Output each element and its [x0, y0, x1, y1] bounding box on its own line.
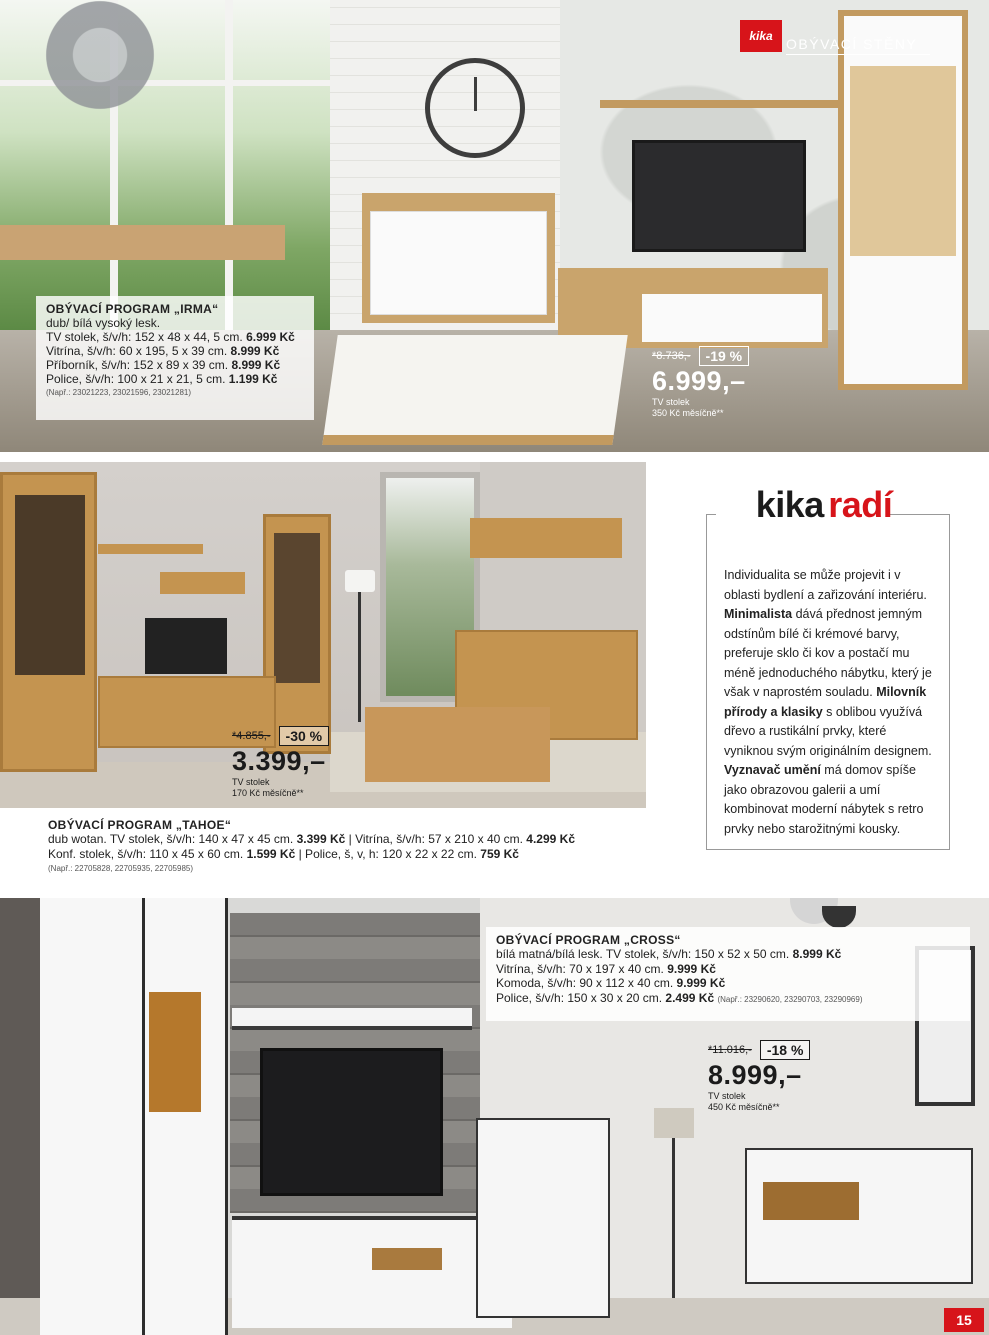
tahoe-price-tag [232, 726, 362, 799]
monthly-price: 450 Kč měsíčně** [708, 1102, 780, 1112]
cross-line: bílá matná/bílá lesk. TV stolek, š/v/h: 150 x 52 x 50 cm. 8.999 Kč [496, 947, 842, 961]
floor-lamp-pole [672, 1138, 675, 1298]
irma-price-tag [652, 346, 782, 419]
discount-badge: -19 % [699, 346, 750, 366]
television [260, 1048, 443, 1196]
old-price: *8.736,- [652, 350, 691, 362]
tahoe-photo [0, 462, 646, 808]
title-underline [786, 54, 930, 55]
cross-title: OBÝVACÍ PROGRAM „CROSS“ [496, 933, 681, 947]
low-vitrine [476, 1118, 610, 1318]
coffee-table [322, 335, 627, 445]
komoda-cross [745, 1148, 973, 1284]
wood-panel-left [0, 898, 40, 1335]
tall-cabinet [40, 898, 145, 1335]
floor-lamp-pole [358, 592, 361, 722]
irma-line: Police, š/v/h: 100 x 21 x 21, 5 cm. 1.199 Kč [46, 372, 278, 386]
wall-shelf-cross [232, 1008, 472, 1030]
price-item: TV stolek [652, 397, 690, 407]
dining-table [0, 225, 285, 260]
floor-lamp-shade [654, 1108, 694, 1138]
tahoe-title: OBÝVACÍ PROGRAM „TAHOE“ [48, 818, 232, 832]
advice-brand: kika [755, 484, 824, 525]
irma-title: OBÝVACÍ PROGRAM „IRMA“ [46, 302, 219, 316]
tahoe-line: dub wotan. TV stolek, š/v/h: 140 x 47 x 45 cm. 3.399 Kč | Vitrína, š/v/h: 57 x 210 x 40 cm. 4.299 Kč [48, 832, 575, 846]
wall-clock [425, 58, 525, 158]
irma-subtitle: dub/ bílá vysoký lesk. [46, 316, 161, 330]
irma-info-box [36, 296, 314, 420]
old-price: *11.016,- [708, 1044, 752, 1056]
tahoe-info-box [48, 818, 638, 875]
old-price: *4.855,- [232, 730, 271, 742]
wall-shelf-cubes [470, 518, 622, 558]
discount-badge: -18 % [760, 1040, 811, 1060]
section-title: OBÝVACÍ STĚNY [786, 36, 918, 52]
cross-line: Police, š/v/h: 150 x 30 x 20 cm. 2.499 Kč (Např.: 23290620, 23290703, 23290969) [496, 990, 863, 1005]
price-item: TV stolek [708, 1091, 746, 1101]
vitrine-irma [838, 10, 968, 390]
wall-shelf-lower [160, 572, 245, 594]
vitrine-left [0, 472, 97, 772]
current-price: 6.999,– [652, 366, 746, 396]
coffee-table-tahoe [365, 707, 550, 782]
floor-lamp-shade [345, 570, 375, 592]
irma-line: Příborník, š/v/h: 152 x 89 x 39 cm. 8.999 Kč [46, 358, 281, 372]
irma-codes: (Např.: 23021223, 23021596, 23021281) [46, 388, 192, 397]
cross-line: Komoda, š/v/h: 90 x 112 x 40 cm. 9.999 Kč [496, 976, 726, 990]
current-price: 8.999,– [708, 1060, 802, 1090]
page-number: 15 [944, 1308, 984, 1332]
vitrine-cross [145, 898, 228, 1335]
current-price: 3.399,– [232, 746, 326, 776]
television [145, 618, 227, 674]
monthly-price: 170 Kč měsíčně** [232, 788, 304, 798]
discount-badge: -30 % [279, 726, 330, 746]
monthly-price: 350 Kč měsíčně** [652, 408, 724, 418]
tv-stand-cross [232, 1216, 512, 1328]
tahoe-codes: (Např.: 22705828, 22705935, 22705985) [48, 864, 194, 873]
advice-word: radí [828, 484, 893, 525]
cross-codes: (Např.: 23290620, 23290703, 23290969) [717, 994, 863, 1004]
price-item: TV stolek [232, 777, 270, 787]
tahoe-line: Konf. stolek, š/v/h: 110 x 45 x 60 cm. 1.599 Kč | Police, š, v, h: 120 x 22 x 22 cm. 759 Kč [48, 847, 519, 861]
sideboard-irma [362, 193, 555, 323]
television [632, 140, 806, 252]
cross-line: Vitrína, š/v/h: 70 x 197 x 40 cm. 9.999 Kč [496, 961, 716, 976]
advice-text: Individualita se může projevit i v oblasti bydlení a zařizování interiéru. Minimalista dává přednost jemným odstínům bílé či krémové barvy, preferuje sklo či kov a postačí mu méně jednoduchého nábytku, který je však v naprostém souladu. Milovník přírody a klasiky s oblibou využívá dřevo a rustikální prvky, které vyniknou svým originálním designem. Vyznavač umění má domov spíše jako obrazovou galerii a umí kombinovat moderní nábytek s retro prvky nebo starožitnými kousky. [724, 568, 932, 836]
kika-logo: kika [740, 20, 782, 52]
irma-line: Vitrína, š/v/h: 60 x 195, 5 x 39 cm. 8.999 Kč [46, 344, 280, 358]
advice-heading [698, 484, 950, 526]
chandelier [30, 0, 170, 110]
wall-shelf-irma [600, 100, 840, 108]
wall-shelf-upper [98, 544, 203, 554]
irma-line: TV stolek, š/v/h: 152 x 48 x 44, 5 cm. 6.999 Kč [46, 330, 295, 344]
cross-price-tag [708, 1040, 848, 1113]
cross-info-box [486, 927, 970, 1021]
